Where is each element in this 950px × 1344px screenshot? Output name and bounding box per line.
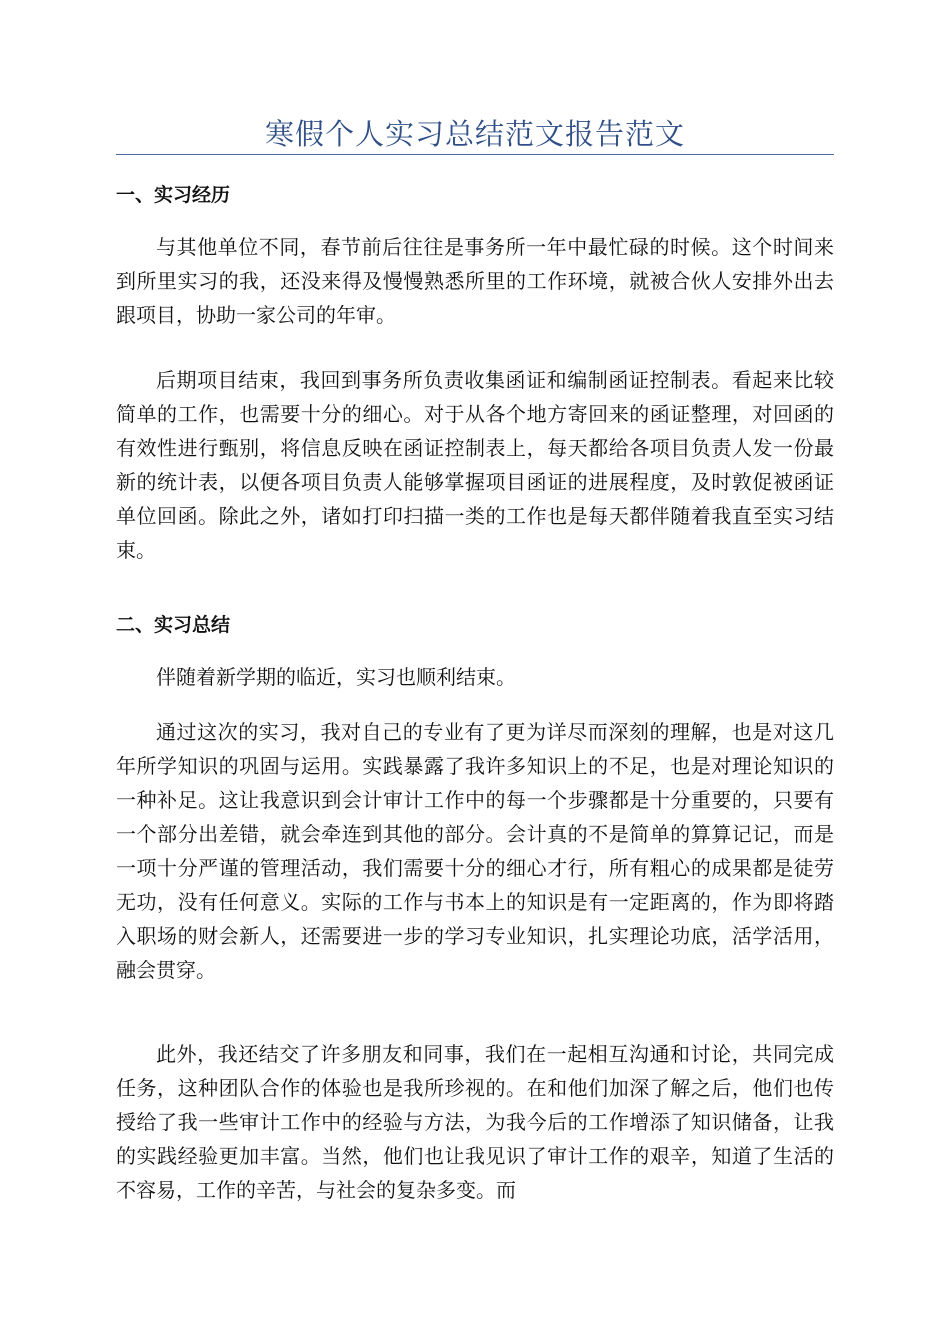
document-title: 寒假个人实习总结范文报告范文 xyxy=(264,117,685,151)
paragraph: 伴随着新学期的临近，实习也顺利结束。 xyxy=(156,665,516,689)
section-heading-summary: 二、实习总结 xyxy=(116,614,231,636)
paragraph: 与其他单位不同，春节前后往往是事务所一年中最忙碌的时候。这个时间来到所里实习的我，还没来得及慢慢熟悉所里的工作环境，就被合伙人安排外出去跟项目，协助一家公司的年审。 xyxy=(116,235,834,327)
section-heading-experience: 一、实习经历 xyxy=(116,184,231,206)
paragraph: 通过这次的实习，我对自己的专业有了更为详尽而深刻的理解，也是对这几年所学知识的巩固与运用。实践暴露了我许多知识上的不足，也是对理论知识的一种补足。这让我意识到会计审计工作中的每一个步骤都是十分重要的，只要有一个部分出差错，就会牵连到其他的部分。会计真的不是简单的算算记记，而是一项十分严谨的管理活动，我们需要十分的细心才行，所有粗心的成果都是徒劳无功，没有任何意义。实际的工作与书本上的知识是有一定距离的，作为即将踏入职场的财会新人，还需要进一步的学习专业知识，扎实理论功底，活学活用，融会贯穿。 xyxy=(116,720,834,982)
title-underline xyxy=(116,154,834,155)
paragraph: 此外，我还结交了许多朋友和同事，我们在一起相互沟通和讨论，共同完成任务，这种团队合作的体验也是我所珍视的。在和他们加深了解之后，他们也传授给了我一些审计工作中的经验与方法，为我今后的工作增添了知识储备，让我的实践经验更加丰富。当然，他们也让我见识了审计工作的艰辛，知道了生活的不容易，工作的辛苦，与社会的复杂多变。而 xyxy=(116,1042,834,1202)
paragraph: 后期项目结束，我回到事务所负责收集函证和编制函证控制表。看起来比较简单的工作，也需要十分的细心。对于从各个地方寄回来的函证整理，对回函的有效性进行甄别，将信息反映在函证控制表上，每天都给各项目负责人发一份最新的统计表，以便各项目负责人能够掌握项目函证的进展程度，及时敦促被函证单位回函。除此之外，诸如打印扫描一类的工作也是每天都伴随着我直至实习结束。 xyxy=(116,368,834,562)
